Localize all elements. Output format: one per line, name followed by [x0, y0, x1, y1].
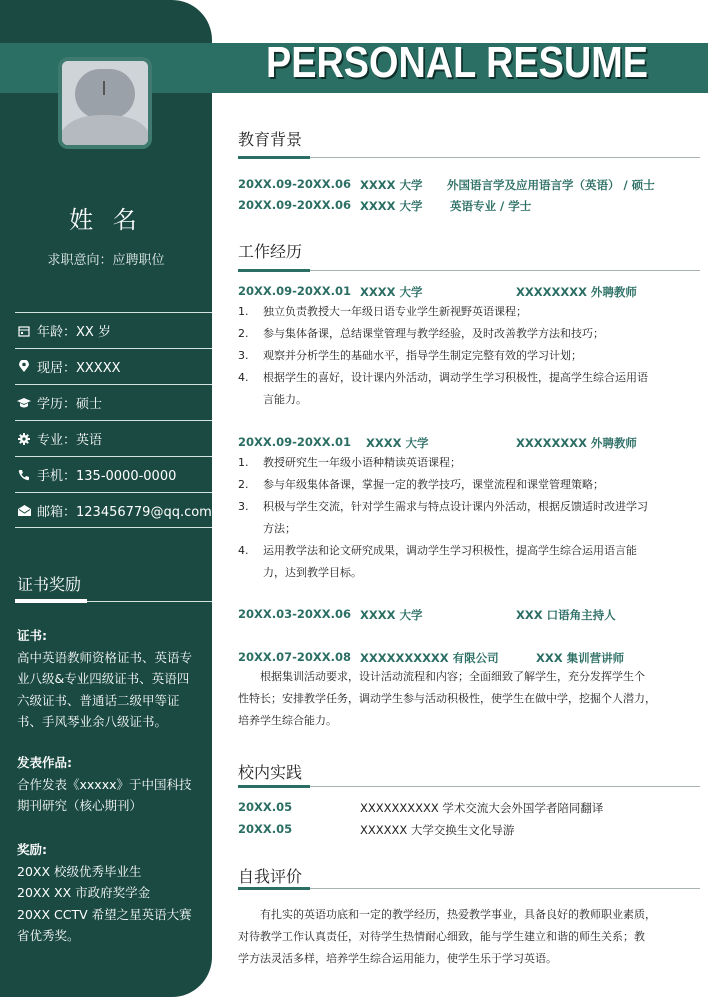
education-title: 教育背景	[238, 130, 303, 149]
work-title: 工作经历	[238, 242, 303, 261]
campus-divider	[238, 786, 700, 787]
page-title: PERSONAL RESUME	[266, 38, 648, 87]
duty-item: 4. 运用教学法和论文研究成果，调动学生学习积极性，提高学生综合运用语言能 力，达到教学目标。	[238, 544, 637, 579]
campus-title: 校内实践	[238, 763, 303, 782]
education-date: 20XX.09-20XX.06	[238, 177, 351, 191]
cert-line: 业八级&专业四级证书、英语四	[17, 671, 190, 686]
location-pin-icon	[17, 360, 31, 374]
graduation-cap-icon	[17, 396, 31, 410]
job-duties	[238, 452, 680, 584]
education-school: XXXX 大学	[360, 178, 423, 192]
award-line: 20XX XX 市政府奖学金	[17, 885, 151, 900]
education-major: 外国语言学及应用语言学（英语） / 硕士	[447, 178, 655, 192]
cert-line: 书、手风琴业余八级证书。	[17, 714, 168, 729]
gear-icon	[17, 432, 31, 446]
name: 姓 名	[69, 206, 143, 234]
job-duties	[238, 301, 680, 411]
works-label: 发表作品:	[17, 755, 72, 770]
info-age	[15, 312, 212, 348]
info-degree-text: 学历：硕士	[37, 397, 103, 412]
campus-date: 20XX.05	[238, 800, 293, 814]
job-role: XXX 口语角主持人	[516, 608, 616, 622]
duty-item: 3. 积极与学生交流，针对学生需求与特点设计课内外活动，根据反馈适时改进学习 方法；	[238, 500, 648, 535]
awards-label: 奖励:	[17, 842, 47, 857]
calendar-icon	[17, 324, 31, 338]
info-major-text: 专业：英语	[37, 433, 103, 448]
duty-item: 2. 参与年级集体备课，掌握一定的教学技巧，课堂流程和课堂管理策略；	[238, 478, 604, 491]
info-phone[interactable]	[15, 456, 212, 492]
mail-icon	[17, 503, 31, 517]
job-description: 根据集训活动要求，设计活动流程和内容；全面细致了解学生，充分发挥学生个 性特长；安排教学任务，调动学生参与活动积极性，使学生在做中学，挖掘个人潜力， 培养学生综合能力。	[238, 670, 656, 727]
info-email-text: 邮箱：123456779@qq.com	[37, 504, 212, 520]
self-eval-title: 自我评价	[238, 867, 303, 886]
phone-icon	[17, 468, 31, 482]
job-org: XXXX 大学	[360, 608, 423, 622]
education-date: 20XX.09-20XX.06	[238, 198, 351, 212]
certificates-divider	[15, 601, 212, 602]
duty-item: 2. 参与集体备课，总结课堂管理与教学经验，及时改善教学方法和技巧；	[238, 327, 604, 340]
job-date: 20XX.09-20XX.01	[238, 435, 351, 449]
award-line: 20XX CCTV 希望之星英语大赛	[17, 906, 192, 922]
education-school: XXXX 大学	[360, 199, 423, 213]
cert-line: 六级证书、普通话二级甲等证	[17, 692, 180, 708]
job-org: XXXX 大学	[366, 436, 429, 450]
duty-item: 4. 根据学生的喜好，设计课内外活动，调动学生学习积极性，提高学生综合运用语 言能力。	[238, 371, 648, 406]
works-line: 期刊研究（核心期刊）	[17, 798, 143, 813]
job-org: XXXXXXXXXX 有限公司	[360, 651, 499, 665]
job-date: 20XX.07-20XX.08	[238, 650, 351, 664]
works-block	[17, 752, 197, 817]
job-role: XXX 集训营讲师	[536, 651, 625, 665]
self-eval-divider	[238, 888, 700, 889]
job-role: XXXXXXXX 外聘教师	[516, 285, 637, 299]
certificates-title: 证书奖励	[17, 575, 82, 594]
cert-label: 证书:	[17, 628, 47, 643]
personal-info-list	[15, 312, 212, 528]
certificates-block	[17, 625, 197, 733]
info-email[interactable]	[15, 492, 212, 528]
info-age-text: 年龄：XX 岁	[37, 325, 111, 340]
avatar[interactable]	[58, 57, 152, 149]
work-divider	[238, 270, 700, 271]
info-residence-text: 现居：XXXXX	[37, 361, 121, 376]
works-line: 合作发表《xxxxx》于中国科技	[17, 776, 192, 792]
award-line: 省优秀奖。	[17, 928, 80, 943]
info-residence	[15, 348, 212, 384]
info-degree	[15, 384, 212, 420]
self-eval-text: 有扎实的英语功底和一定的教学经历，热爱教学事业，具备良好的教师职业素质， 对待教学工作认真责任，对待学生热情耐心细致，能与学生建立和谐的师生关系；教 学方法灵活多样，培养学生综合运用能力，使学生乐于学习英语。	[238, 908, 656, 965]
cert-line: 高中英语教师资格证书、英语专	[17, 649, 193, 665]
info-phone-text: 手机：135-0000-0000	[37, 469, 177, 484]
award-line: 20XX 校级优秀毕业生	[17, 863, 142, 879]
job-target: 求职意向：应聘职位	[47, 253, 165, 268]
campus-text: XXXXXX 大学交换生文化导游	[360, 823, 515, 837]
education-divider	[238, 157, 700, 158]
job-date: 20XX.03-20XX.06	[238, 607, 351, 621]
user-silhouette-icon	[62, 61, 148, 145]
info-major	[15, 420, 212, 456]
duty-item: 3. 观察并分析学生的基础水平，指导学生制定完整有效的学习计划；	[238, 349, 582, 362]
job-date: 20XX.09-20XX.01	[238, 284, 351, 298]
job-org: XXXX 大学	[360, 285, 423, 299]
education-major: 英语专业 / 学士	[450, 199, 532, 213]
job-role: XXXXXXXX 外聘教师	[516, 436, 637, 450]
awards-block	[17, 839, 197, 947]
campus-date: 20XX.05	[238, 822, 293, 836]
duty-item: 1. 独立负责教授大一年级日语专业学生新视野英语课程；	[238, 305, 527, 318]
duty-item: 1. 教授研究生一年级小语种精读英语课程；	[238, 456, 461, 469]
campus-text: XXXXXXXXXX 学术交流大会外国学者陪同翻译	[360, 801, 604, 815]
